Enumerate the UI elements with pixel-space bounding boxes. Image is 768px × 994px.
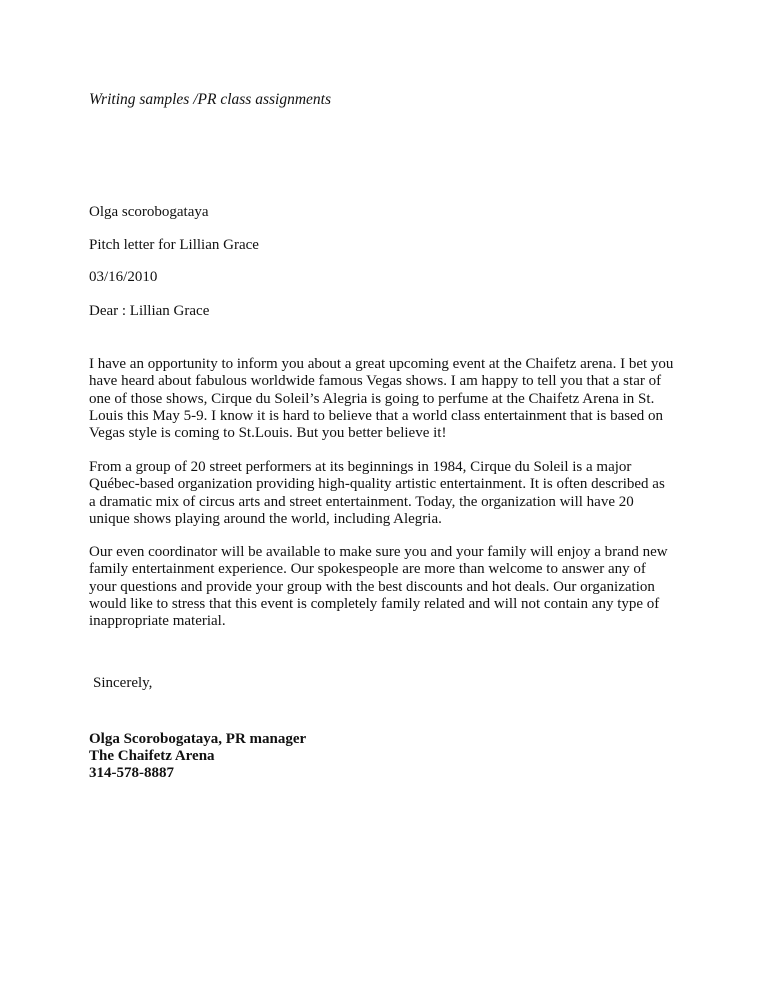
letter-date: 03/16/2010 (89, 269, 158, 285)
document-title: Writing samples /PR class assignments (89, 91, 331, 108)
text-line: would like to stress that this event is completely family related and will not contain any type of (89, 595, 660, 612)
text-line: Vegas style is coming to St.Louis. But you better believe it! (89, 425, 447, 442)
text-line: your questions and provide your group with the best discounts and hot deals. Our organization (89, 578, 655, 595)
signature-block (89, 731, 306, 783)
letter-subject: Pitch letter for Lillian Grace (89, 237, 259, 253)
text-line: one of those shows, Cirque du Soleil’s Alegria is going to perfume at the Chaifetz Arena in St. (89, 390, 655, 407)
text-line: have heard about fabulous worldwide famous Vegas shows. I am happy to tell you that a star of (89, 373, 662, 390)
text-line: From a group of 20 street performers at its beginnings in 1984, Cirque du Soleil is a major (89, 459, 632, 475)
author-name: Olga scorobogataya (89, 204, 209, 220)
text-line: inappropriate material. (89, 613, 226, 630)
paragraph-3 (89, 544, 668, 630)
text-line: Our even coordinator will be available to make sure you and your family will enjoy a brand new (89, 544, 668, 560)
paragraph-2 (89, 459, 665, 528)
text-line: I have an opportunity to inform you about a great upcoming event at the Chaifetz arena. I bet you (89, 356, 674, 372)
paragraph-1 (89, 356, 673, 442)
text-line: a dramatic mix of circus arts and street entertainment. Today, the organization will have 20 (89, 493, 634, 510)
signature-phone: 314-578-8887 (89, 765, 174, 782)
closing: Sincerely, (93, 675, 153, 691)
text-line: unique shows playing around the world, including Alegria. (89, 510, 442, 527)
signature-name: Olga Scorobogataya, PR manager (89, 731, 307, 747)
salutation: Dear : Lillian Grace (89, 303, 210, 319)
signature-organization: The Chaifetz Arena (89, 748, 215, 765)
text-line: Louis this May 5-9. I know it is hard to believe that a world class entertainment that is based on (89, 407, 664, 424)
text-line: Québec-based organization providing high-quality artistic entertainment. It is often described as (89, 476, 665, 493)
text-line: family entertainment experience. Our spokespeople are more than welcome to answer any of (89, 561, 646, 578)
